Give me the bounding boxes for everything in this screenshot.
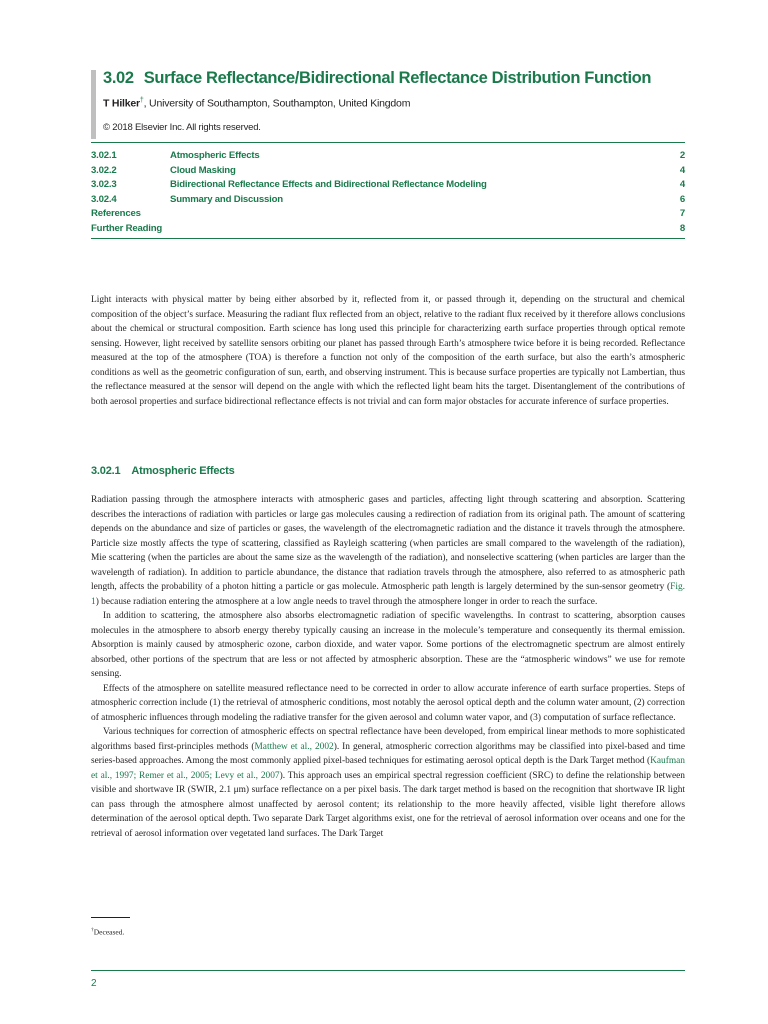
body-paragraph: In addition to scattering, the atmosphere also absorbs electromagnetic radiation of specific wavelengths. In contrast to scattering, absorption causes molecules in the atmosphere to absorb energy thereby typically causing an increase in the molecule’s temperature and consequently its thermal emission. Absorption is mainly caused by atmospheric ozone, carbon dioxide, and water vapor. Some portions of the electromagnetic spectrum are almost entirely absorbed, other portions of the spectrum that are less or not affected by atmospheric absorption. These are the “atmospheric windows” we use for remote sensing.: [91, 611, 685, 679]
toc-entry-cloud-masking[interactable]: [91, 164, 685, 179]
toc-entry-number: 3.02.2: [91, 164, 117, 176]
toc-entry-further-reading[interactable]: [91, 222, 685, 237]
intro-section: [91, 293, 685, 409]
copyright-notice: © 2018 Elsevier Inc. All rights reserved.: [103, 122, 261, 133]
author-name: T Hilker: [103, 97, 140, 110]
section-heading: [91, 465, 235, 477]
toc-entry-page: 8: [679, 222, 685, 234]
body-paragraph: [91, 493, 685, 609]
toc-bottom-rule: [91, 238, 685, 239]
footnote-rule: [91, 917, 130, 918]
chapter-title-text: Surface Reflectance/Bidirectional Reflectance Distribution Function: [143, 69, 652, 87]
figure-link[interactable]: Fig. 1: [91, 582, 685, 607]
toc-top-rule: [91, 142, 685, 143]
section-body: [91, 493, 685, 841]
author-line: [103, 97, 410, 110]
toc-entry-number: Further Reading: [91, 222, 163, 234]
body-paragraph: [91, 725, 685, 841]
toc-entry-brdf-modeling[interactable]: [91, 178, 685, 193]
paragraph-text: ) because radiation entering the atmosphere at a low angle needs to travel through the atmosphere longer in order to reach the surface.: [95, 596, 598, 607]
toc-entry-title: Cloud Masking: [170, 164, 236, 176]
toc-entry-number: 3.02.4: [91, 193, 117, 205]
citation-link[interactable]: Kaufman et al., 1997; Remer et al., 2005; Levy et al., 2007: [91, 756, 685, 781]
paragraph-text: Various techniques for correction of atmospheric effects on spectral reflectance have been developed, from empirical linear methods to more sophisticated algorithms based first-principles methods (: [91, 727, 685, 752]
body-paragraph: Effects of the atmosphere on satellite measured reflectance need to be corrected in order to allow accurate inference of earth surface properties. Steps of atmospheric correction include (1) the retrieval of atmospheric conditions, most notably the aerosol optical depth and the column water amount, (2) correction of atmospheric influences through modeling the radiative transfer for the given aerosol and column water vapor, and (3) computation of surface reflectance.: [91, 683, 685, 723]
toc-entry-number: 3.02.3: [91, 179, 117, 190]
toc-entry-page: 2: [679, 150, 685, 161]
toc-entry-page: 6: [679, 193, 685, 205]
footnote-marker: †: [91, 927, 94, 933]
toc-entry-title: Atmospheric Effects: [170, 150, 260, 161]
toc-entry-page: 4: [679, 164, 685, 176]
section-number: 3.02.1: [91, 465, 121, 477]
toc-entry-number: 3.02.1: [91, 150, 117, 161]
toc-entry-summary[interactable]: [91, 193, 685, 208]
toc-entry-title: Bidirectional Reflectance Effects and Bidirectional Reflectance Modeling: [170, 179, 487, 190]
toc-entry-page: 4: [679, 179, 685, 190]
toc-entry-references[interactable]: [91, 207, 685, 222]
paragraph-text: Radiation passing through the atmosphere interacts with atmospheric gases and particles, affecting light through scattering and absorption. Scattering describes the interactions of radiation with particles or large gas molecules causing a redirection of radiation from its original path. The amount of scattering depends on the abundance and size of particles or gases, the wavelength of the electromagnetic radiation and the distance it travels through the atmosphere. Particle size mostly affects the type of scattering, classified as Rayleigh scattering (when particles are small compared to the wavelength of the radiation), Mie scattering (when the particles are about the same size as the wavelength of the radiation), and nonselective scattering (when particles are larger than the wavelength of radiation). In addition to particle abundance, the distance that radiation travels through the atmosphere, also referred to as atmospheric path length, affects the probability of a photon hitting a particle or gas molecule. Atmospheric path length is largely determined by the sun-sensor geometry (: [91, 495, 685, 592]
footnote-text: Deceased.: [93, 927, 125, 937]
toc-entry-atmospheric-effects[interactable]: [91, 149, 685, 164]
intro-paragraph: Light interacts with physical matter by being either absorbed by it, reflected from it, or passed through it, depending on the structural and chemical composition of the object’s surface. Measuring the radiant flux reflected from an object, relative to the radiant flux received by it therefore allows conclusions about the chemical or structural composition. Earth science has long used this principle for characterizing earth surface properties through optical remote sensing. However, light received by satellite sensors orbiting our planet has passed through Earth’s atmosphere twice before it is being recorded. Reflectance measured at the top of the atmosphere (TOA) is therefore a function not only of the composition of the earth surface, but also the earth’s atmospheric conditions as well as the geometric configuration of sun, earth, and observing instrument. This is because surface properties are typically not Lambertian, thus the reflectance measured at the sensor will depend on the angle with which the reflected light beam hits the target. Disentanglement of the contributions of both aerosol properties and surface bidirectional reflectance effects is not trivial and can form major obstacles for accurate inference of surface properties.: [91, 295, 685, 407]
toc-entry-number: References: [91, 208, 141, 219]
paragraph-text: ). This approach uses an empirical spectral regression coefficient (SRC) to define the relationship between visible and shortwave IR (SWIR, 2.1 μm) surface reflectance on a per pixel basis. The dark target method is based on the recognition that shortwave IR light can pass through the atmosphere almost unaffected by aerosol content; its relationship to the more heavily affected, visible light therefore allows determination of the aerosol optical depth. Two separate Dark Target algorithms exist, one for the retrieval of aerosol information over oceans and one for the retrieval of aerosol information over vegetated land surfaces. The Dark Target: [91, 770, 685, 839]
chapter-title: [103, 69, 651, 88]
author-footnote-marker[interactable]: †: [139, 97, 144, 104]
footnote: [91, 927, 124, 937]
chapter-number: 3.02: [103, 69, 134, 87]
paragraph-text: ). In general, atmospheric correction algorithms may be classified into pixel-based and time series-based approaches. Among the most commonly applied pixel-based techniques for estimating aerosol optical depth is the Dark Target method (: [91, 741, 686, 766]
table-of-contents: [91, 149, 685, 236]
toc-entry-page: 7: [679, 208, 685, 219]
chapter-header-bar: [91, 70, 96, 139]
toc-entry-title: Summary and Discussion: [170, 193, 283, 205]
footer-rule: [91, 970, 685, 971]
page-number: 2: [91, 978, 97, 989]
citation-link[interactable]: Matthew et al., 2002: [254, 741, 334, 752]
section-title: Atmospheric Effects: [131, 465, 235, 477]
author-affiliation: , University of Southampton, Southampton, United Kingdom: [143, 97, 411, 110]
